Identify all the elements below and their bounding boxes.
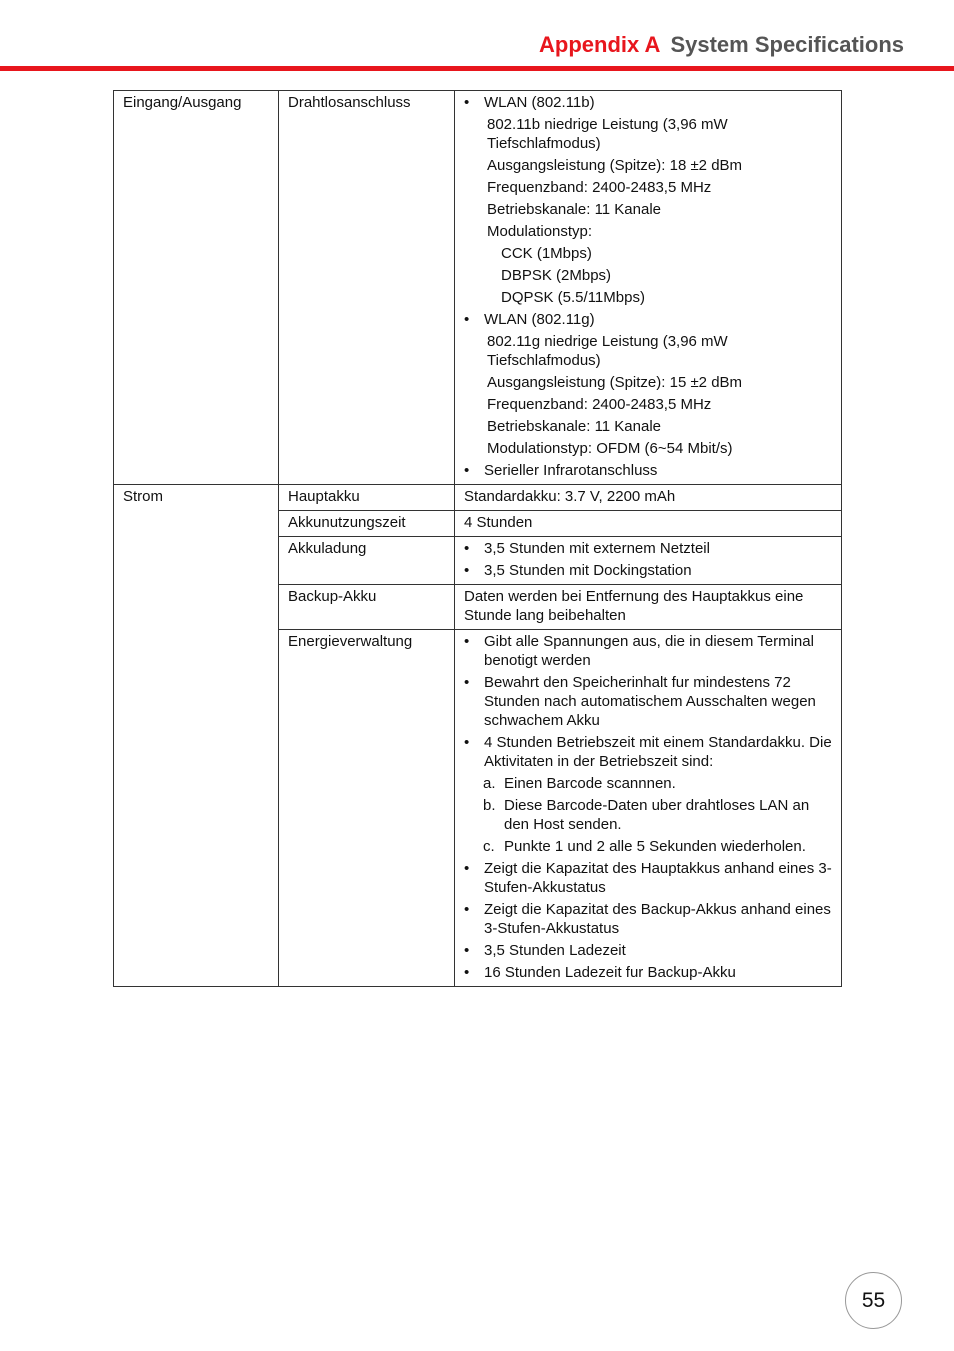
spec-line: Frequenzband: 2400-2483,5 MHz	[487, 396, 712, 413]
list-item: • WLAN (802.11b)	[464, 93, 833, 112]
step-text: Punkte 1 und 2 alle 5 Sekunden wiederholen.	[504, 838, 806, 855]
list-item: • 3,5 Stunden mit Dockingstation	[464, 561, 833, 580]
step-item	[464, 837, 833, 856]
step-item	[464, 796, 833, 834]
list-item: • Gibt alle Spannungen aus, die in diesem Terminal benotigt werden	[464, 632, 833, 670]
list-item: • Zeigt die Kapazitat des Backup-Akkus anhand eines 3-Stufen-Akkustatus	[464, 900, 833, 938]
category-cell: Strom	[114, 485, 279, 987]
spec-line: Betriebskanale: 11 Kanale	[487, 201, 662, 218]
table-row	[114, 485, 842, 511]
list-item: • Zeigt die Kapazitat des Hauptakkus anhand eines 3-Stufen-Akkustatus	[464, 859, 833, 897]
spec-line: 802.11g niedrige Leistung (3,96 mW Tiefschlafmodus)	[487, 333, 728, 369]
item-cell: Akkunutzungszeit	[279, 511, 455, 537]
section-title: System Specifications	[670, 32, 904, 57]
step-letter: b.	[483, 797, 496, 814]
value-cell: 4 Stunden	[455, 511, 842, 537]
page-number: 55	[845, 1272, 902, 1329]
spec-table	[113, 90, 842, 987]
page-header	[539, 32, 904, 58]
value-cell	[455, 91, 842, 485]
list-item: • Serieller Infrarotanschluss	[464, 461, 833, 480]
spec-line: Betriebskanale: 11 Kanale	[487, 418, 662, 435]
spec-line: Ausgangsleistung (Spitze): 15 ±2 dBm	[487, 374, 743, 391]
item-cell: Drahtlosanschluss	[279, 91, 455, 485]
step-text: Einen Barcode scannnen.	[504, 775, 676, 792]
category-cell: Eingang/Ausgang	[114, 91, 279, 485]
item-cell: Backup-Akku	[279, 585, 455, 630]
step-text: Diese Barcode-Daten uber drahtloses LAN an den Host senden.	[504, 797, 810, 833]
value-cell	[455, 537, 842, 585]
spec-line: Frequenzband: 2400-2483,5 MHz	[487, 179, 712, 196]
step-letter: c.	[483, 838, 495, 855]
list-item: • WLAN (802.11g)	[464, 310, 833, 329]
spec-line: Ausgangsleistung (Spitze): 18 ±2 dBm	[487, 157, 743, 174]
spec-line: Modulationstyp:	[487, 223, 593, 240]
item-cell: Akkuladung	[279, 537, 455, 585]
appendix-label: Appendix A	[539, 32, 661, 57]
modulation-line: DBPSK (2Mbps)	[501, 267, 612, 284]
step-item	[464, 774, 833, 793]
list-item: • 3,5 Stunden Ladezeit	[464, 941, 833, 960]
spec-line: Modulationstyp: OFDM (6~54 Mbit/s)	[487, 440, 733, 457]
list-item: • 16 Stunden Ladezeit fur Backup-Akku	[464, 963, 833, 982]
header-rule	[0, 66, 954, 71]
modulation-line: DQPSK (5.5/11Mbps)	[501, 289, 645, 306]
item-cell: Energieverwaltung	[279, 630, 455, 987]
value-cell: Standardakku: 3.7 V, 2200 mAh	[455, 485, 842, 511]
item-cell: Hauptakku	[279, 485, 455, 511]
list-item: • 3,5 Stunden mit externem Netzteil	[464, 539, 833, 558]
list-item: • Bewahrt den Speicherinhalt fur mindestens 72 Stunden nach automatischem Ausschalten wegen schwachem Akku	[464, 673, 833, 730]
value-cell: Daten werden bei Entfernung des Hauptakkus eine Stunde lang beibehalten	[455, 585, 842, 630]
value-cell	[455, 630, 842, 987]
modulation-line: CCK (1Mbps)	[501, 245, 592, 262]
step-letter: a.	[483, 775, 496, 792]
spec-line: 802.11b niedrige Leistung (3,96 mW Tiefschlafmodus)	[487, 116, 728, 152]
list-item: • 4 Stunden Betriebszeit mit einem Standardakku. Die Aktivitaten in der Betriebszeit sind:	[464, 733, 833, 771]
table-row	[114, 91, 842, 485]
